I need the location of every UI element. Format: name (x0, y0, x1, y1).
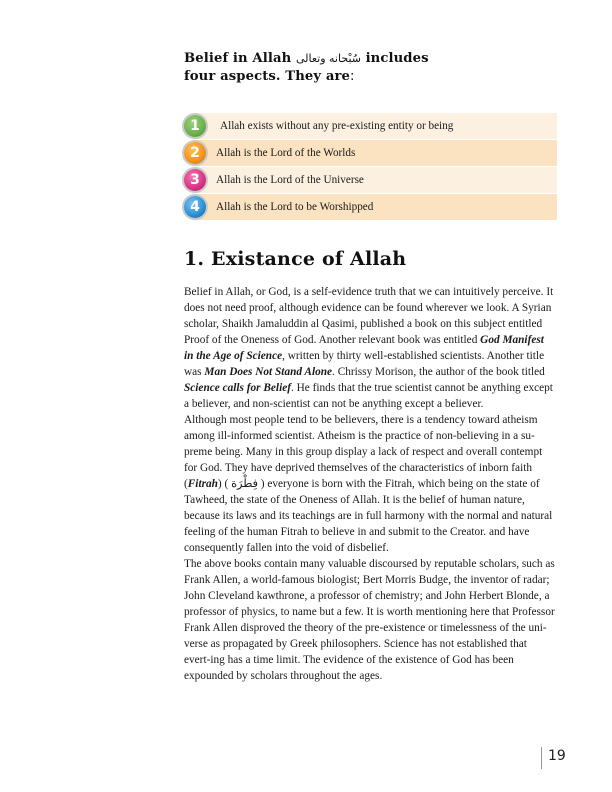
intro-text-after: includes (360, 51, 429, 66)
book-title: Science calls for Belief (184, 382, 291, 394)
paragraph-text: The above books contain many valuable discoursed by reputable scholars, such as Frank Allen, a world-famous biologist; Bert Morris Budge, the inventor of radar; John Cleveland kawthrone, a professor of chemistry; and John Herbert Blonde, a professor of physics, to name but a few. It is worth mentioning here that Professor Frank Allen disproved the theory of the pre-existence or timelessness of the uni-verse as propagated by Greek philosophers. Science has not established that evert-ing has a time limit. The evidence of the existence of God has been expounded by scholars throughout the ages. (184, 558, 555, 682)
paragraph-text: . Chrissy Morison, the author of the book titled (332, 366, 545, 378)
aspect-item-1 (182, 113, 557, 139)
aspect-label: Allah exists without any pre-existing entity or being (220, 120, 454, 132)
arabic-fitrah: فِطْرَة (231, 478, 258, 490)
aspect-label: Allah is the Lord of the Universe (216, 174, 364, 186)
paragraph-2 (184, 412, 556, 556)
aspect-item-3 (182, 167, 557, 193)
term-fitrah: Fitrah (187, 478, 218, 490)
paragraph-text: . He finds that the true scientist cannot be anything except a believer, and non-scientist can not be anything except a believer. (184, 382, 553, 410)
aspect-label: Allah is the Lord of the Worlds (216, 147, 356, 159)
number-badge-1 (184, 115, 206, 137)
number-badge-3 (184, 169, 206, 191)
book-title: Man Does Not Stand Alone (204, 366, 333, 378)
aspect-item-4 (182, 194, 557, 220)
paragraph-text: Belief in Allah, or God, is a self-evidence truth that we can intuitively perceive. It does not need proof, although evidence can be found wherever we look. A Syrian scholar, Shaikh Jamaluddin al Qasimi, published a book on this subject entitled Proof of the Oneness of God. Another relevant book was entitled (184, 286, 554, 346)
paragraph-text: Although most people tend to be believers, there is a tendency toward atheism among ill-informed scientist. Atheism is the practice of non-believing in a su-preme being. Many in this group display a lack of respect and overall contempt for God. They have deprived themselves of the characteristics of inborn faith ( (184, 414, 543, 490)
paragraph-text: ) ( (217, 478, 232, 490)
badge-number: 3 (190, 172, 200, 188)
paragraph-1 (184, 284, 556, 412)
book-title: God Manifest in the Age of Science (184, 334, 544, 362)
paragraph-text: , written by thirty well-established scientists. Another title was (184, 350, 545, 378)
intro-text-before: Belief in Allah (184, 51, 296, 66)
paragraph-3 (184, 556, 556, 684)
page-number: 19 (548, 748, 566, 764)
number-badge-2 (184, 142, 206, 164)
badge-number: 1 (190, 118, 200, 134)
badge-number: 4 (190, 199, 200, 215)
arabic-honorific: سُبْحانه وتعالى (295, 52, 361, 65)
aspect-item-2 (182, 140, 557, 166)
intro-heading (184, 50, 524, 86)
number-badge-4 (184, 196, 206, 218)
paragraph-text: ) everyone is born with the Fitrah, which being on the state of Tawheed, the state of the Oneness of Allah. It is the belief of human nature, because its laws and its teachings are in full harmony with the normal and natural feeling of the human Fitrah to believe in and submit to the Creator. and have consequently fallen into the void of disbelief. (184, 478, 553, 554)
aspects-list (182, 113, 557, 221)
page-number-divider (541, 747, 542, 769)
intro-colon: : (350, 69, 355, 84)
intro-line-2: four aspects. They are (184, 69, 351, 84)
aspect-label: Allah is the Lord to be Worshipped (216, 201, 374, 213)
badge-number: 2 (190, 145, 200, 161)
section-title: 1. Existance of Allah (184, 248, 407, 270)
